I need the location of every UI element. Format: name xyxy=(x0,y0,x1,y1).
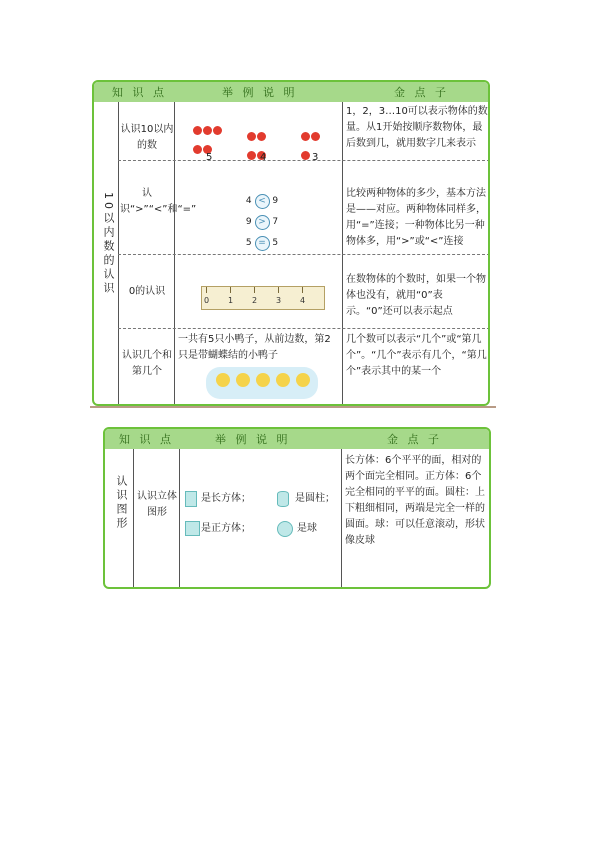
apple-count-four: 4 xyxy=(260,152,267,163)
topic-how-many-which: 认识几个和第几个 xyxy=(122,350,172,377)
table-header xyxy=(105,429,489,449)
section-label: 10以内数的认识 xyxy=(102,192,115,296)
divider xyxy=(133,449,134,589)
compare-line-3: 5 = 5 xyxy=(242,236,282,251)
cylinder-icon xyxy=(277,491,289,507)
less-than-icon: < xyxy=(255,194,270,209)
divider xyxy=(341,449,342,589)
topic-recognize-numbers: 认识10以内的数 xyxy=(120,124,174,151)
tip-zero: 在数物体的个数时，如果一个物体也没有，就用“0”表示。“0”还可以表示起点 xyxy=(346,274,486,317)
row-divider xyxy=(118,254,490,255)
apple-count-three: 3 xyxy=(312,152,319,163)
label-sphere: 是球 xyxy=(297,523,317,534)
header-example: 举 例 说 明 xyxy=(215,433,291,446)
knowledge-table-numbers xyxy=(92,80,490,406)
page-separator xyxy=(90,406,496,408)
apple-count-five: 5 xyxy=(206,152,213,163)
table-header xyxy=(94,82,488,102)
ruler-illustration: 0 1 2 3 4 xyxy=(201,286,325,310)
cube-icon xyxy=(185,521,200,536)
label-cuboid: 是长方体； xyxy=(201,493,251,504)
header-golden-tip: 金 点 子 xyxy=(387,433,442,446)
divider xyxy=(179,449,180,589)
apple-groups xyxy=(184,120,334,163)
topic-compare-signs: 认识“>”“<”和“=” xyxy=(120,188,197,215)
compare-line-2: 9 > 7 xyxy=(242,215,282,230)
tip-how-many-which: 几个数可以表示“几个”或“第几个”。“几个”表示有几个，“第几个”表示其中的某一个 xyxy=(346,334,487,377)
tip-compare-signs: 比较两种物体的多少，基本方法是——对应。两种物体同样多，用“=”连接；一种物体比另一种物体多，用“>”或“<”连接 xyxy=(346,188,486,247)
header-knowledge-point: 知 识 点 xyxy=(112,86,167,99)
compare-line-1: 4 < 9 xyxy=(242,194,282,209)
sphere-icon xyxy=(277,521,293,537)
equals-icon: = xyxy=(255,236,270,251)
tip-3d-shapes: 长方体：6个平平的面，相对的两个面完全相同。正方体：6个完全相同的平平的面。圆柱：上下粗细相同，两端是完全一样的圆面。球：可以任意滚动，形状像皮球 xyxy=(345,455,485,546)
topic-zero: 0的认识 xyxy=(128,286,166,297)
label-cube: 是正方体； xyxy=(201,523,251,534)
tip-recognize-numbers: 1，2，3…10可以表示物体的数量。从1开始按顺序数物体，最后数到几，就用数字几来表示 xyxy=(346,106,488,149)
knowledge-table-shapes xyxy=(103,427,491,589)
header-example: 举 例 说 明 xyxy=(222,86,298,99)
greater-than-icon: > xyxy=(255,215,270,230)
cuboid-icon xyxy=(185,491,197,507)
section-label: 认识图形 xyxy=(115,475,128,531)
row-divider xyxy=(118,328,490,329)
example-ducks-text: 一共有5只小鸭子，从前边数，第2只是带蝴蝶结的小鸭子 xyxy=(178,334,331,361)
topic-3d-shapes: 认识立体图形 xyxy=(137,491,177,518)
header-knowledge-point: 知 识 点 xyxy=(119,433,174,446)
label-cylinder: 是圆柱； xyxy=(295,493,335,504)
ducks-illustration xyxy=(206,367,318,399)
header-golden-tip: 金 点 子 xyxy=(394,86,449,99)
